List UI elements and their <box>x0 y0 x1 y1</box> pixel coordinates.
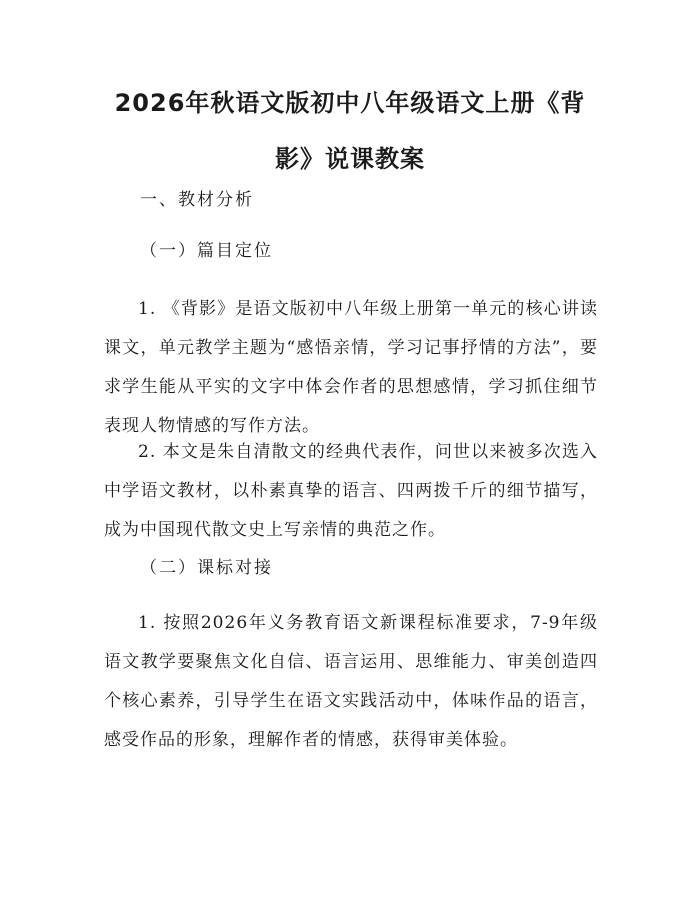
paragraph-positioning-2: 2. 本文是朱自清散文的经典代表作，问世以来被多次选入中学语文教材，以朴素真挚的语言、四两拨千斤的细节描写，成为中国现代散文史上写亲情的典范之作。 <box>104 442 598 540</box>
document-title: 2026年秋语文版初中八年级语文上册《背影》说课教案 <box>114 89 586 173</box>
section-heading-textbook-analysis: 一、教材分析 <box>140 190 254 210</box>
subsection-heading-positioning: （一）篇目定位 <box>140 241 273 261</box>
paragraph-curriculum-1: 1. 按照2026年义务教育语文新课程标准要求，7-9年级语文教学要聚焦文化自信、语言运用、思维能力、审美创造四个核心素养，引导学生在语文实践活动中，体味作品的语言，感受作品的形象，理解作者的情感，获得审美体验。 <box>104 613 598 750</box>
subsection-heading-curriculum: （二）课标对接 <box>140 558 273 578</box>
paragraph-positioning-1: 1. 《背影》是语文版初中八年级上册第一单元的核心讲读课文，单元教学主题为“感悟亲情，学习记事抒情的方法”，要求学生能从平实的文字中体会作者的思想感情，学习抓住细节表现人物情感的写作方法。 <box>104 299 598 436</box>
